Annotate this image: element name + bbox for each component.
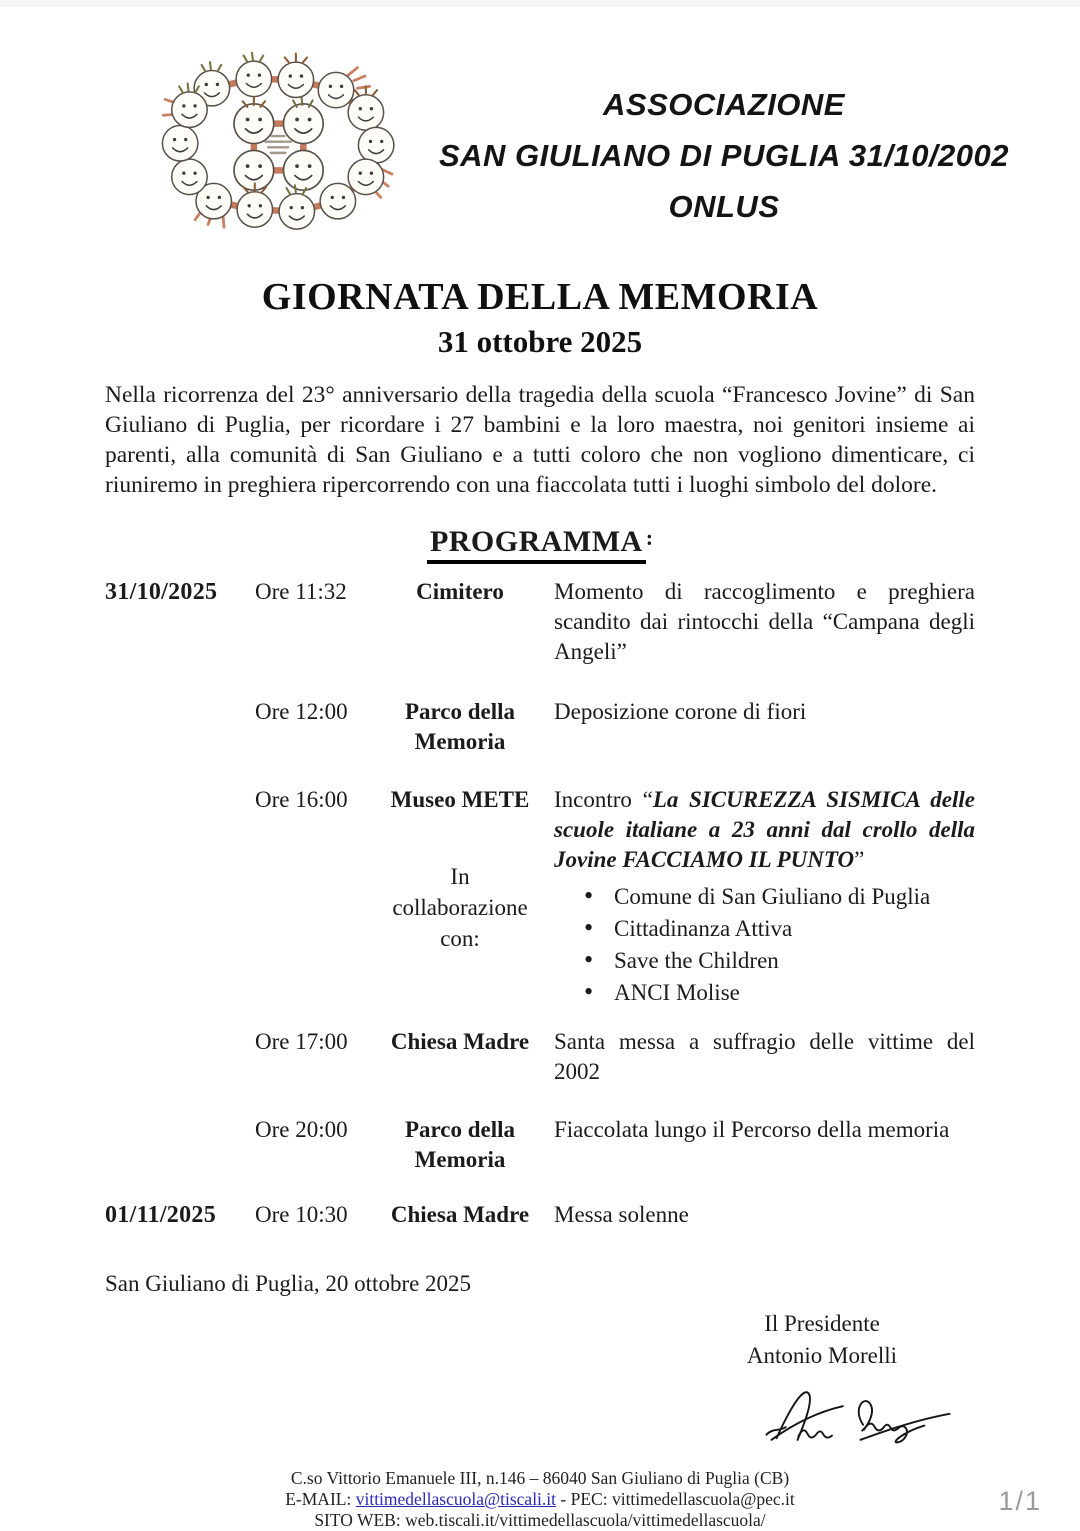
pec-value: vittimedellascuola@pec.it: [611, 1489, 795, 1509]
row-place: Parco della Memoria: [404, 1117, 516, 1172]
table-row: [105, 1027, 975, 1087]
intro-paragraph: Nella ricorrenza del 23° anniversario della tragedia della scuola “Francesco Jovine” di San Giuliano di Puglia, per ricordare i 27 bambini e la loro maestra, noi genitori insieme ai parenti, alla comunità di San Giuliano e a tutti coloro che non vogliono dimenticare, ci riuniremo in preghiera ripercorrendo con una fiaccolata tutti i luoghi simbolo del dolore.: [105, 382, 975, 498]
letterhead: [0, 7, 1080, 236]
site-value: web.tiscali.it/vittimedellascuola/vittimedellascuola/: [405, 1510, 766, 1530]
row-description: Fiaccolata lungo il Percorso della memoria: [554, 1117, 950, 1142]
row-place: Chiesa Madre: [390, 1029, 530, 1054]
president-name: Antonio Morelli: [746, 1343, 898, 1368]
table-row: [105, 1115, 975, 1175]
row-description: Messa solenne: [554, 1202, 689, 1227]
row-description: Momento di raccoglimento e preghiera scandito dai rintocchi della “Campana degli Angeli”: [554, 579, 975, 664]
president-title: Il Presidente: [764, 1311, 880, 1336]
list-item: • ANCI Molise: [554, 977, 975, 1009]
email-label: E-MAIL:: [285, 1489, 356, 1509]
email-link[interactable]: vittimedellascuola@tiscali.it: [355, 1489, 557, 1509]
row-description: Deposizione corone di fiori: [554, 699, 807, 724]
row-time: Ore 10:30: [255, 1202, 348, 1227]
row-place-name: Museo METE: [390, 787, 530, 812]
row-time: Ore 17:00: [255, 1029, 348, 1054]
org-line-1: ASSOCIAZIONE: [603, 87, 845, 122]
title-main: GIORNATA DELLA MEMORIA: [261, 276, 819, 318]
incontro-quote: La SICUREZZA SISMICA delle scuole italiane a 23 anni dal crollo della Jovine FACCIAMO IL PUNTO: [554, 787, 976, 872]
org-line-3: ONLUS: [668, 189, 780, 224]
pec-label: - PEC:: [556, 1489, 612, 1509]
signature: [744, 1376, 972, 1460]
list-item: • Cittadinanza Attiva: [554, 913, 975, 945]
list-item: • Save the Children: [554, 945, 975, 977]
association-logo: [142, 49, 428, 236]
children-holding-hands-logo-svg: [142, 49, 418, 231]
footer-address: C.so Vittorio Emanuele III, n.146 – 86040 San Giuliano di Puglia (CB): [290, 1468, 790, 1488]
row-time: Ore 12:00: [255, 699, 348, 724]
row-place: [380, 785, 540, 1009]
row-time: Ore 20:00: [255, 1117, 348, 1142]
table-row: [105, 577, 975, 667]
site-label: SITO WEB:: [314, 1510, 406, 1530]
table-row: [105, 697, 975, 757]
association-name-block: [428, 49, 1020, 232]
signature-svg: [744, 1376, 972, 1460]
footer: [0, 1468, 1080, 1531]
incontro-prefix: Incontro: [554, 787, 643, 812]
page-indicator: 1/1: [998, 1486, 1042, 1516]
footer-contacts: [0, 1489, 1080, 1510]
photo-edge-strip: [0, 0, 1080, 7]
programma-heading-text: PROGRAMMA: [427, 525, 646, 564]
row-time: Ore 11:32: [255, 579, 347, 604]
row-date: 31/10/2025: [105, 579, 218, 605]
row-time: Ore 16:00: [255, 787, 348, 812]
programma-heading-colon: :: [645, 525, 654, 550]
place-dateline: San Giuliano di Puglia, 20 ottobre 2025: [105, 1271, 472, 1296]
table-row: [105, 785, 975, 1009]
row-place: Parco della Memoria: [404, 699, 516, 754]
footer-website: [0, 1510, 1080, 1531]
org-line-2: SAN GIULIANO DI PUGLIA 31/10/2002: [438, 138, 1010, 173]
table-row: [105, 1200, 975, 1230]
row-place: Cimitero: [416, 579, 504, 604]
row-description: Incontro “La SICUREZZA SISMICA delle scuole italiane a 23 anni dal crollo della Jovine FACCIAMO IL PUNTO” • Comune di San Giuliano di Puglia • Cittadinanza Attiva • Save the Children • ANCI Molise: [540, 785, 975, 1009]
row-description: Santa messa a suffragio delle vittime del 2002: [554, 1029, 975, 1084]
programma-heading: [0, 525, 1080, 564]
document-title: [0, 274, 1080, 363]
row-date: 01/11/2025: [105, 1202, 217, 1228]
programma-table: [105, 577, 975, 1230]
list-item: • Comune di San Giuliano di Puglia: [554, 881, 975, 913]
row-place: Chiesa Madre: [390, 1202, 530, 1227]
title-date: 31 ottobre 2025: [437, 324, 643, 359]
president-block: [682, 1308, 962, 1372]
collaboration-note: In collaborazione con:: [392, 864, 528, 951]
collaborators-list: [554, 881, 975, 1009]
